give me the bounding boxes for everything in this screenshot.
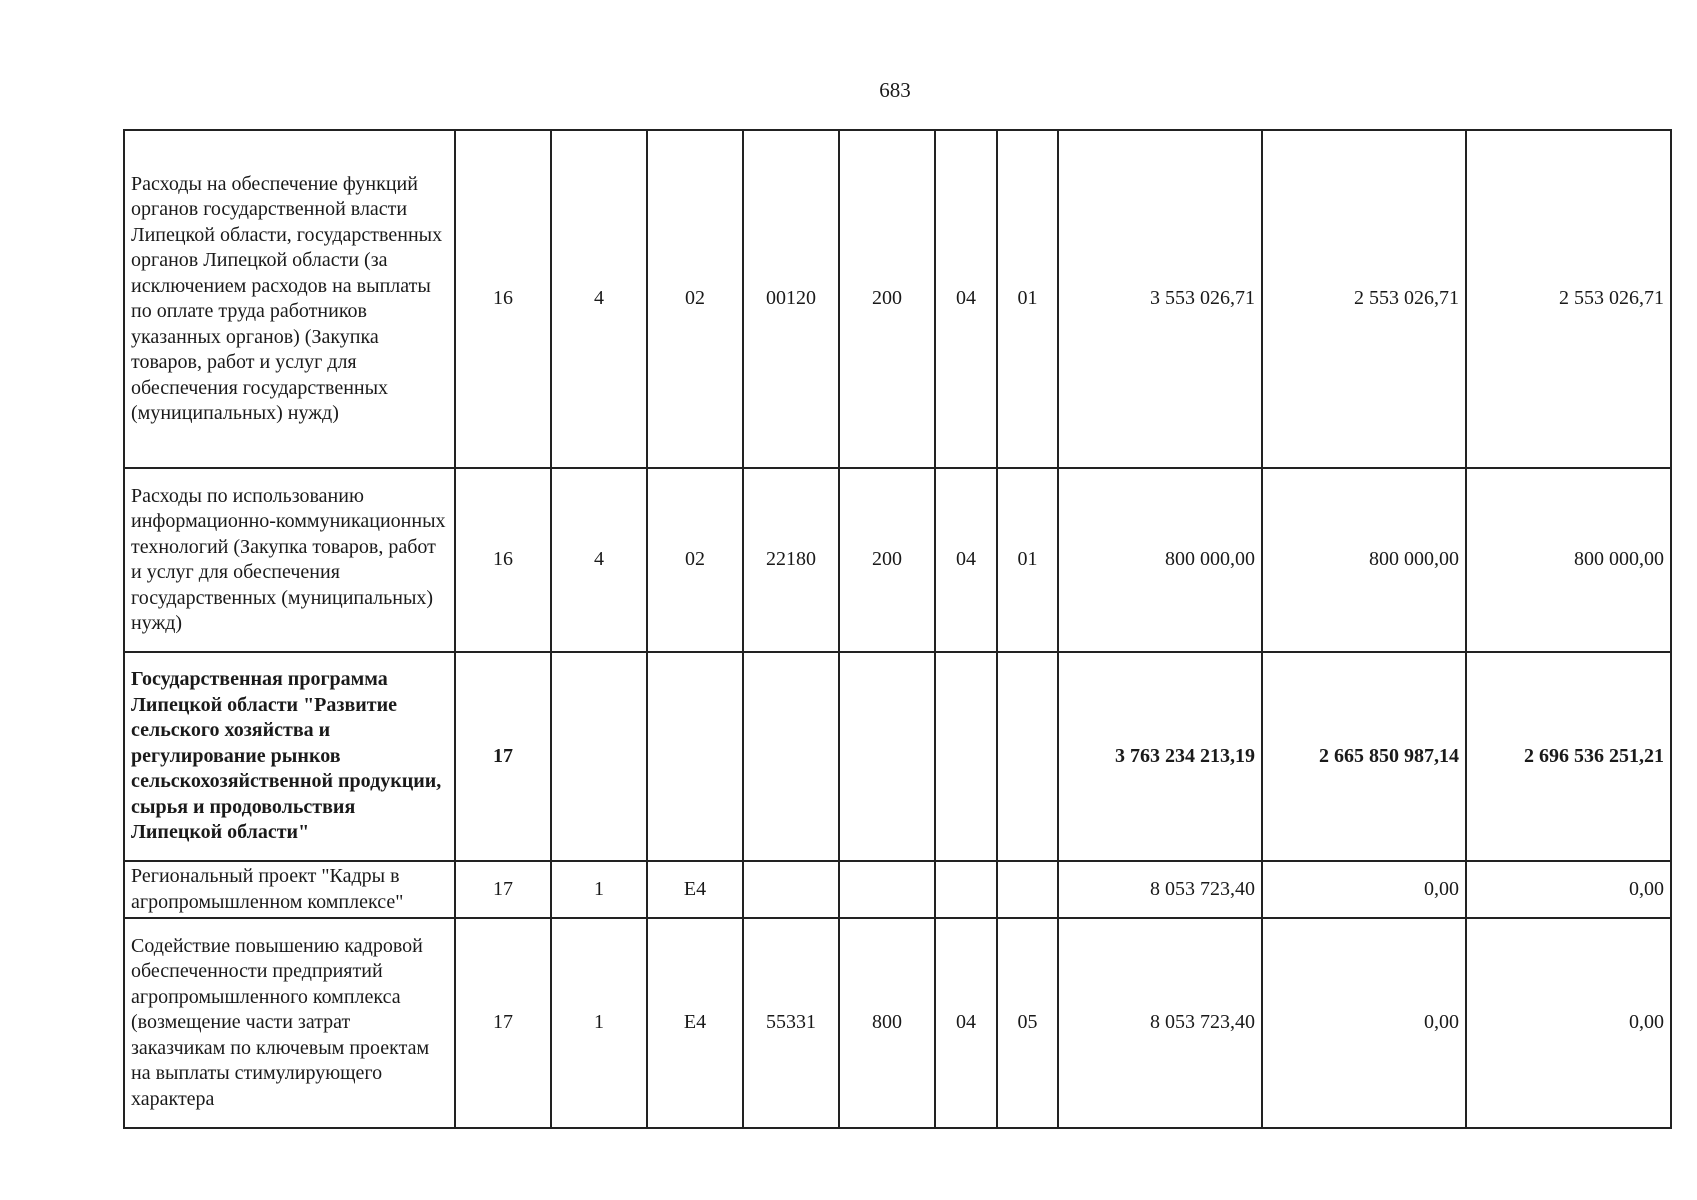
amount-cell: 8 053 723,40 bbox=[1058, 918, 1262, 1128]
amount-cell: 2 696 536 251,21 bbox=[1466, 652, 1671, 861]
code-cell: E4 bbox=[647, 918, 743, 1128]
code-cell: 17 bbox=[455, 918, 551, 1128]
code-cell: E4 bbox=[647, 861, 743, 918]
table-row bbox=[124, 861, 1671, 918]
code-cell bbox=[935, 861, 997, 918]
code-cell bbox=[839, 652, 935, 861]
code-cell: 1 bbox=[551, 918, 647, 1128]
code-cell: 200 bbox=[839, 468, 935, 652]
code-cell: 55331 bbox=[743, 918, 839, 1128]
amount-cell: 2 665 850 987,14 bbox=[1262, 652, 1466, 861]
code-cell: 04 bbox=[935, 918, 997, 1128]
code-cell: 05 bbox=[997, 918, 1058, 1128]
amount-cell: 800 000,00 bbox=[1466, 468, 1671, 652]
code-cell: 04 bbox=[935, 468, 997, 652]
amount-cell: 3 553 026,71 bbox=[1058, 130, 1262, 468]
code-cell: 16 bbox=[455, 468, 551, 652]
budget-table-body bbox=[124, 130, 1671, 1128]
row-description: Расходы на обеспечение функций органов государственной власти Липецкой области, государственных органов Липецкой области (за исключением расходов на выплаты по оплате труда работников указанных органов) (Закупка товаров, работ и услуг для обеспечения государственных (муниципальных) нужд) bbox=[124, 130, 455, 468]
table-row bbox=[124, 468, 1671, 652]
code-cell: 00120 bbox=[743, 130, 839, 468]
amount-cell: 0,00 bbox=[1466, 918, 1671, 1128]
amount-cell: 0,00 bbox=[1466, 861, 1671, 918]
code-cell: 02 bbox=[647, 130, 743, 468]
code-cell bbox=[997, 861, 1058, 918]
amount-cell: 3 763 234 213,19 bbox=[1058, 652, 1262, 861]
budget-table bbox=[123, 129, 1672, 1129]
code-cell: 02 bbox=[647, 468, 743, 652]
row-description: Содействие повышению кадровой обеспеченности предприятий агропромышленного комплекса (возмещение части затрат заказчикам по ключевым проектам на выплаты стимулирующего характера bbox=[124, 918, 455, 1128]
table-row bbox=[124, 918, 1671, 1128]
code-cell: 1 bbox=[551, 861, 647, 918]
code-cell bbox=[743, 652, 839, 861]
code-cell bbox=[997, 652, 1058, 861]
code-cell bbox=[551, 652, 647, 861]
code-cell bbox=[743, 861, 839, 918]
amount-cell: 2 553 026,71 bbox=[1262, 130, 1466, 468]
code-cell bbox=[935, 652, 997, 861]
amount-cell: 0,00 bbox=[1262, 861, 1466, 918]
page-number: 683 bbox=[879, 78, 911, 102]
table-row bbox=[124, 652, 1671, 861]
amount-cell: 800 000,00 bbox=[1262, 468, 1466, 652]
amount-cell: 8 053 723,40 bbox=[1058, 861, 1262, 918]
code-cell: 4 bbox=[551, 468, 647, 652]
amount-cell: 800 000,00 bbox=[1058, 468, 1262, 652]
row-description: Расходы по использованию информационно-коммуникационных технологий (Закупка товаров, работ и услуг для обеспечения государственных (муниципальных) нужд) bbox=[124, 468, 455, 652]
code-cell: 4 bbox=[551, 130, 647, 468]
code-cell bbox=[647, 652, 743, 861]
amount-cell: 2 553 026,71 bbox=[1466, 130, 1671, 468]
code-cell: 200 bbox=[839, 130, 935, 468]
code-cell: 800 bbox=[839, 918, 935, 1128]
row-description: Государственная программа Липецкой области "Развитие сельского хозяйства и регулирование рынков сельскохозяйственной продукции, сырья и продовольствия Липецкой области" bbox=[124, 652, 455, 861]
code-cell: 22180 bbox=[743, 468, 839, 652]
row-description: Региональный проект "Кадры в агропромышленном комплексе" bbox=[124, 861, 455, 918]
code-cell bbox=[839, 861, 935, 918]
code-cell: 04 bbox=[935, 130, 997, 468]
table-row bbox=[124, 130, 1671, 468]
code-cell: 17 bbox=[455, 652, 551, 861]
code-cell: 01 bbox=[997, 468, 1058, 652]
amount-cell: 0,00 bbox=[1262, 918, 1466, 1128]
code-cell: 16 bbox=[455, 130, 551, 468]
code-cell: 01 bbox=[997, 130, 1058, 468]
code-cell: 17 bbox=[455, 861, 551, 918]
